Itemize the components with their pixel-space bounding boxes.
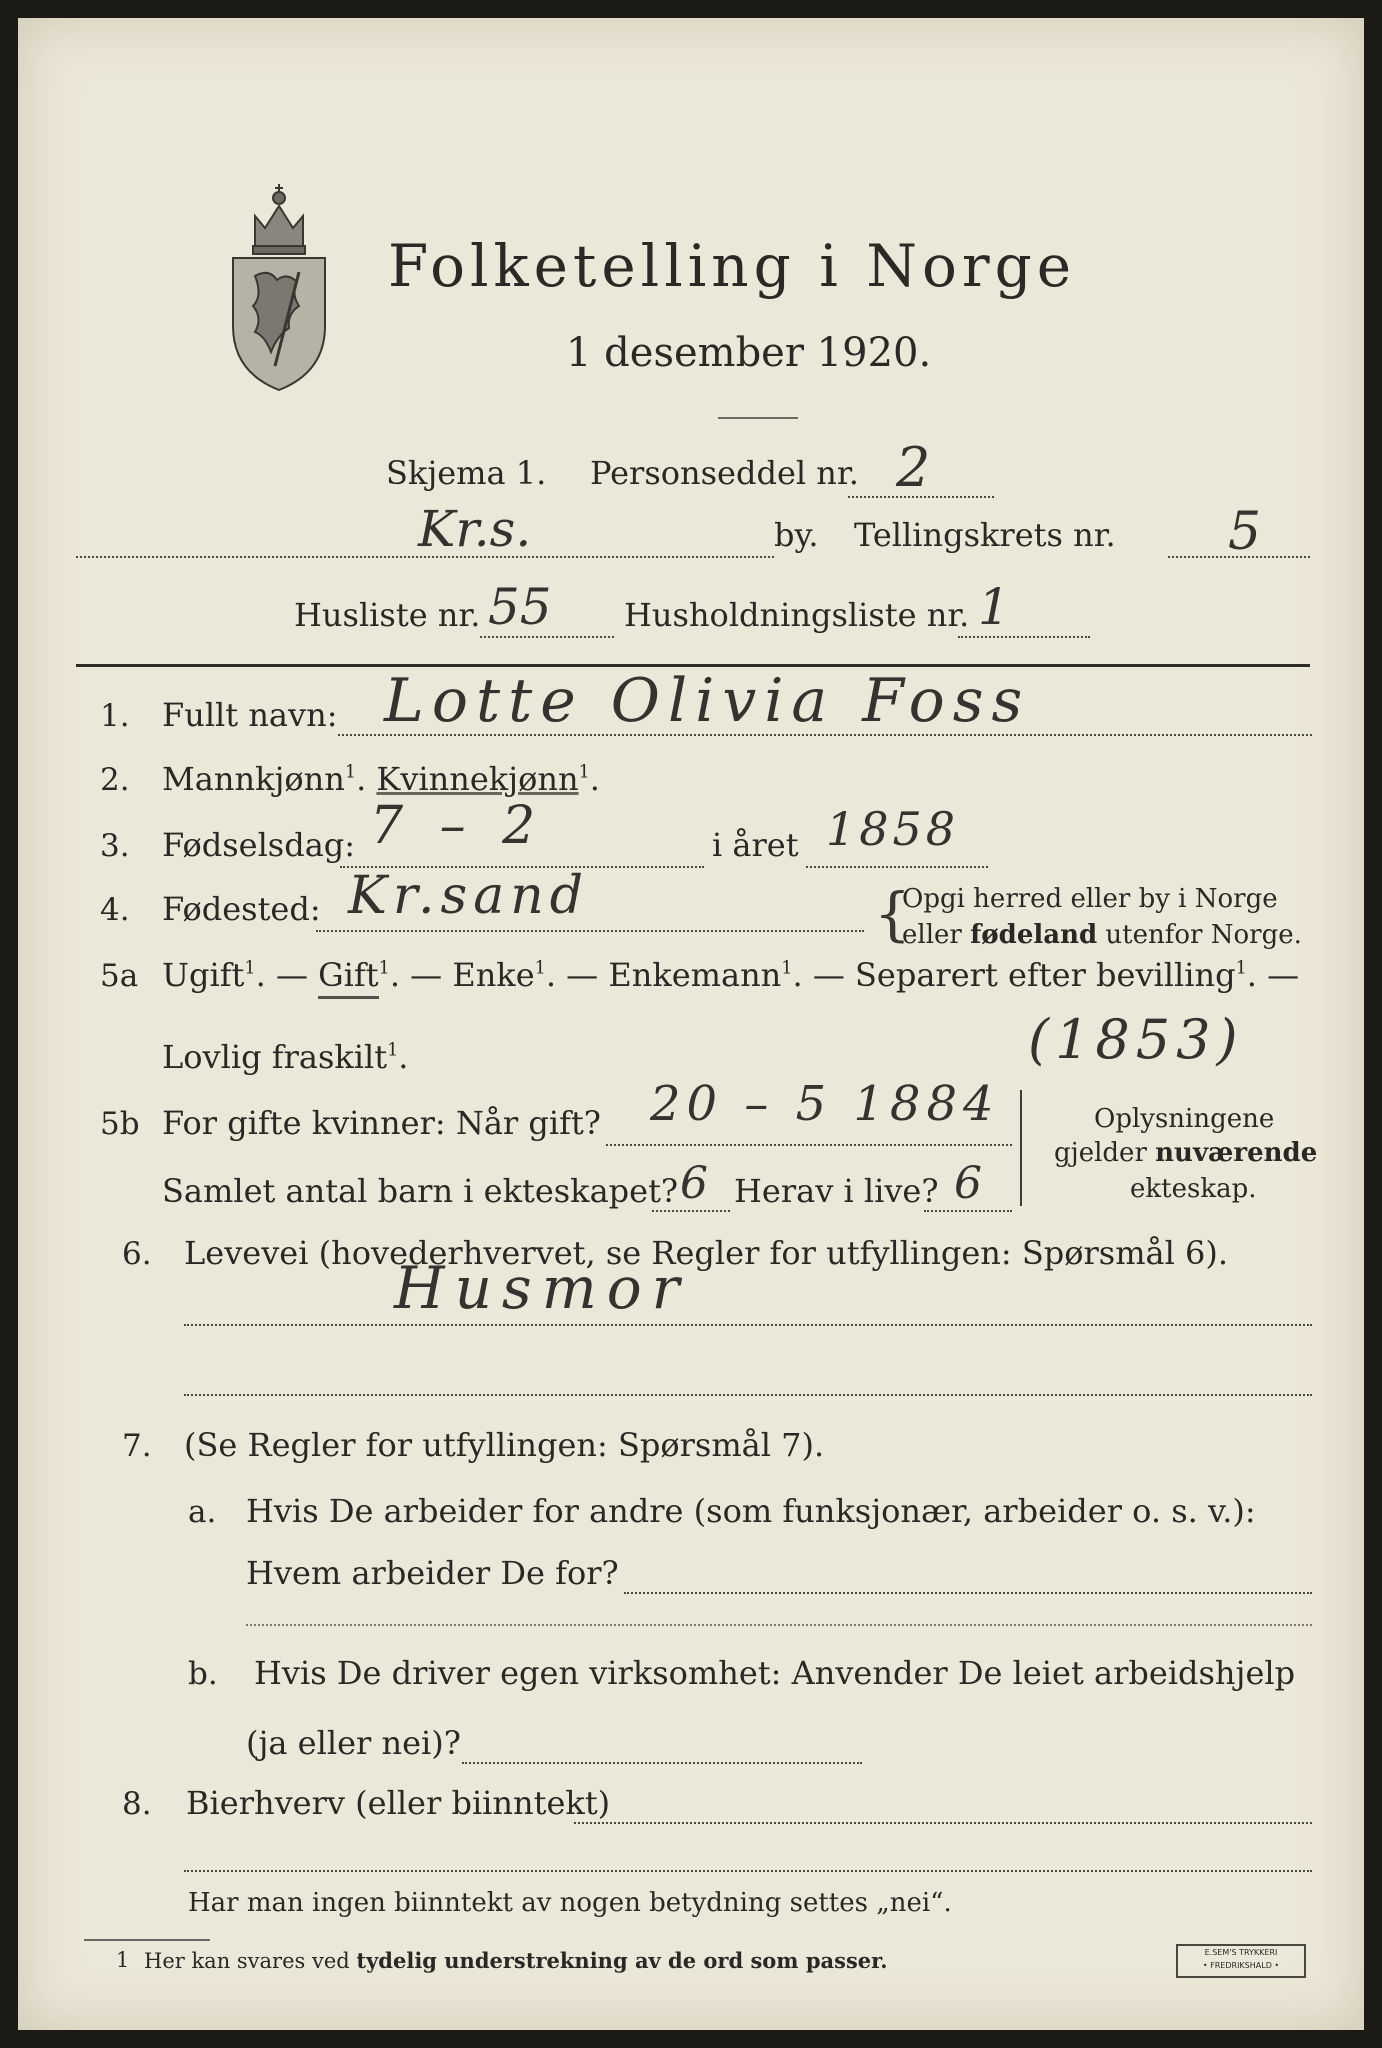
husliste-line — [480, 636, 614, 638]
q5a-annotation: (1853) — [1028, 1008, 1244, 1071]
q5b-married-value: 20 – 5 1884 — [650, 1076, 1000, 1132]
q4-note-line1: Opgi herred eller by i Norge — [902, 884, 1278, 914]
tellingskrets-label: Tellingskrets nr. — [854, 516, 1116, 554]
husholdning-label: Husholdningsliste nr. — [624, 596, 970, 634]
q2-sex-options: Mannkjønn$^1$. Kvinnekjønn$^1$. — [162, 760, 600, 798]
q5b-alive-label: Herav i live? — [734, 1172, 939, 1210]
q5b-alive-line — [924, 1210, 1012, 1212]
husholdning-value: 1 — [978, 578, 1010, 636]
q3-birthday-value: 7 – 2 — [370, 796, 546, 856]
q5a-enkemann: Enkemann — [608, 956, 782, 994]
title-divider — [718, 417, 798, 419]
q6-occupation-value: Husmor — [394, 1254, 690, 1322]
q5a-gift-selected: Gift — [318, 956, 379, 999]
q7a-answer-line — [624, 1592, 1312, 1594]
q6-label: Levevei (hovederhvervet, se Regler for utfyllingen: Spørsmål 6). — [184, 1234, 1229, 1272]
q6-line2 — [184, 1394, 1312, 1396]
footnote-divider — [84, 1939, 210, 1941]
q2-male: Mannkjønn — [162, 760, 345, 798]
q5b-label: For gifte kvinner: Når gift? — [162, 1104, 601, 1142]
q5b-children-label: Samlet antal barn i ekteskapet? — [162, 1172, 679, 1210]
q5a-separert: Separert efter bevilling — [855, 956, 1236, 994]
q3-year-value: 1858 — [826, 802, 960, 856]
q3-label: Fødselsdag: — [162, 826, 356, 864]
q5a-ugift: Ugift — [162, 956, 245, 994]
q2-female: Kvinnekjønn — [376, 760, 579, 798]
tellingskrets-value: 5 — [1228, 502, 1262, 562]
q8-line2 — [184, 1870, 1312, 1872]
q1-label: Fullt navn: — [162, 696, 338, 734]
footnote-text: Her kan svares ved tydelig understrekning av de ord som passer. — [144, 1948, 888, 1973]
schema-label: Skjema 1. — [386, 454, 547, 492]
q4-note-line2: eller fødeland utenfor Norge. — [902, 920, 1302, 950]
town-value: Kr.s. — [418, 500, 532, 558]
q3-year-label: i året — [712, 826, 799, 864]
q5b-number: 5b — [100, 1106, 140, 1142]
census-form-sheet — [18, 18, 1364, 2030]
form-title: Folketelling i Norge — [388, 232, 1077, 300]
q5b-note-line1: Oplysningene — [1094, 1104, 1275, 1134]
q6-number: 6. — [122, 1236, 152, 1272]
q7a-answer-line2 — [246, 1624, 1312, 1626]
q1-number: 1. — [100, 698, 130, 734]
q4-number: 4. — [100, 892, 130, 928]
q4-label: Fødested: — [162, 890, 321, 928]
q3-number: 3. — [100, 828, 130, 864]
q5b-brace — [1020, 1090, 1024, 1206]
q8-number: 8. — [122, 1786, 152, 1822]
husholdning-line — [958, 636, 1090, 638]
q5a-fraskilt-line: Lovlig fraskilt$^1$. — [162, 1038, 409, 1076]
q5b-alive-value: 6 — [954, 1158, 982, 1209]
q5b-note-line3: ekteskap. — [1130, 1174, 1257, 1204]
personseddel-label: Personseddel nr. — [590, 454, 859, 492]
q2-number: 2. — [100, 762, 130, 798]
q4-birthplace-value: Kr.sand — [348, 866, 589, 926]
q7b-number: b. — [188, 1656, 218, 1692]
q5b-children-value: 6 — [680, 1158, 708, 1209]
q7a-number: a. — [188, 1494, 217, 1530]
q5a-marital-options: Ugift$^1$. — Gift$^1$. — Enke$^1$. — Enkemann$^1$. — Separert efter bevilling$^1$. — — [162, 956, 1299, 994]
q4-line — [316, 930, 864, 932]
q5b-children-line — [652, 1210, 730, 1212]
q6-line1 — [184, 1324, 1312, 1326]
q8-line1 — [574, 1822, 1312, 1824]
q5a-number: 5a — [100, 958, 139, 994]
town-suffix: by. — [774, 516, 819, 554]
personseddel-value: 2 — [896, 436, 931, 499]
printer-stamp: E.SEM'S TRYKKERI • FREDRIKSHALD • — [1176, 1944, 1306, 1978]
q7-label: (Se Regler for utfyllingen: Spørsmål 7). — [184, 1426, 825, 1464]
q7a-line1: Hvis De arbeider for andre (som funksjonær, arbeider o. s. v.): — [246, 1492, 1256, 1530]
q8-label: Bierhverv (eller biinntekt) — [186, 1784, 611, 1822]
form-date: 1 desember 1920. — [566, 330, 932, 376]
q5a-fraskilt: Lovlig fraskilt — [162, 1038, 388, 1076]
husliste-value: 55 — [488, 578, 552, 636]
q8-note: Har man ingen biinntekt av nogen betydning settes „nei“. — [188, 1888, 952, 1918]
q5b-married-line — [606, 1144, 1012, 1146]
q7b-line2: (ja eller nei)? — [246, 1724, 461, 1762]
husliste-label: Husliste nr. — [294, 596, 481, 634]
q7b-answer-line — [462, 1762, 862, 1764]
q1-full-name-value: Lotte Olivia Foss — [384, 666, 1031, 736]
q7-number: 7. — [122, 1428, 152, 1464]
q3-year-line — [806, 866, 988, 868]
q7b-line1: Hvis De driver egen virksomhet: Anvender De leiet arbeidshjelp — [254, 1654, 1296, 1692]
footnote-number: 1 — [116, 1948, 130, 1972]
q4-brace: { — [874, 880, 911, 948]
q5a-enke: Enke — [452, 956, 535, 994]
q5b-note-line2: gjelder nuværende — [1054, 1138, 1318, 1168]
q7a-line2: Hvem arbeider De for? — [246, 1554, 619, 1592]
norway-coat-of-arms-icon — [225, 176, 333, 396]
